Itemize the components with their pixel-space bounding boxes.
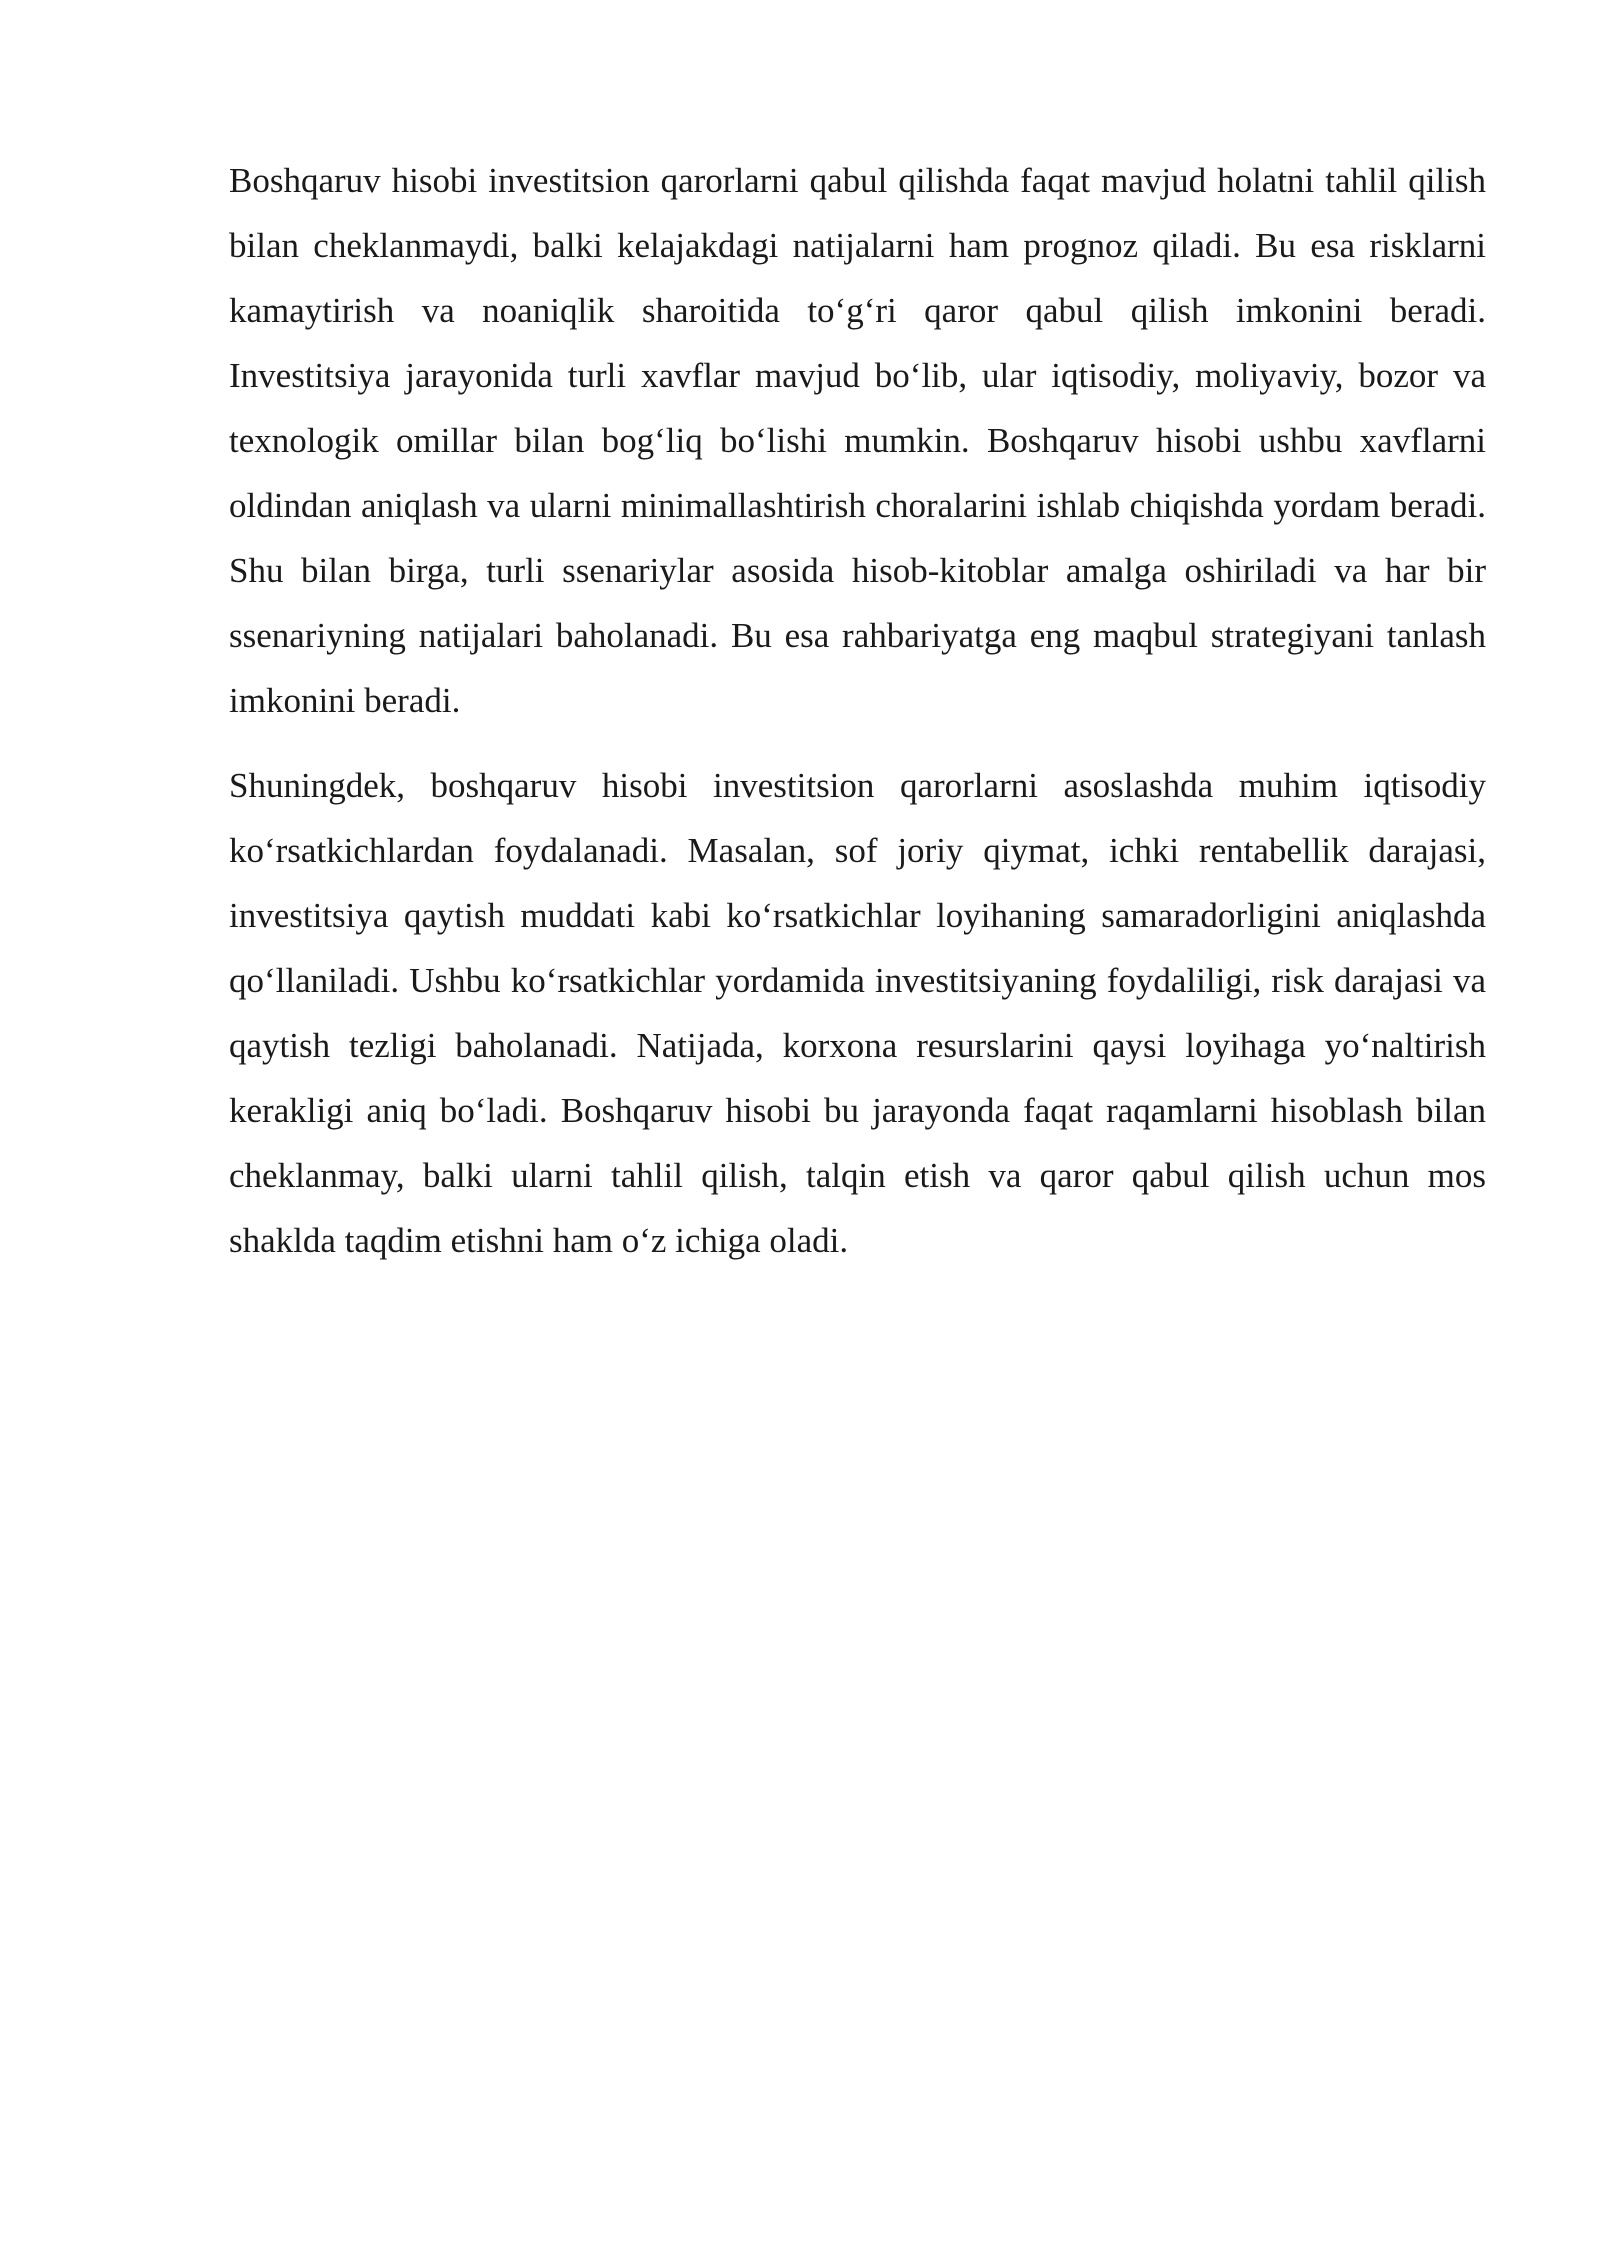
- paragraph-2: Shuningdek, boshqaruv hisobi investitsion qarorlarni asoslashda muhim iqtisodiy ko‘rsatkichlardan foydalanadi. Masalan, sof joriy qiymat, ichki rentabellik darajasi, investitsiya qaytish muddati kabi ko‘rsatkichlar loyihaning samaradorligini aniqlashda qo‘llaniladi. Ushbu ko‘rsatkichlar yordamida investitsiyaning foydaliligi, risk darajasi va qaytish tezligi baholanadi. Natijada, korxona resurslarini qaysi loyihaga yo‘naltirish kerakligi aniq bo‘ladi. Boshqaruv hisobi bu jarayonda faqat raqamlarni hisoblash bilan cheklanmay, balki ularni tahlil qilish, talqin etish va qaror qabul qilish uchun mos shaklda taqdim etishni ham o‘z ichiga oladi.: [229, 766, 1486, 1260]
- paragraph-1: Boshqaruv hisobi investitsion qarorlarni qabul qilishda faqat mavjud holatni tahlil qilish bilan cheklanmaydi, balki kelajakdagi natijalarni ham prognoz qiladi. Bu esa risklarni kamaytirish va noaniqlik sharoitida to‘g‘ri qaror qabul qilish imkonini beradi. Investitsiya jarayonida turli xavflar mavjud bo‘lib, ular iqtisodiy, moliyaviy, bozor va texnologik omillar bilan bog‘liq bo‘lishi mumkin. Boshqaruv hisobi ushbu xavflarni oldindan aniqlash va ularni minimallashtirish choralarini ishlab chiqishda yordam beradi. Shu bilan birga, turli ssenariylar asosida hisob-kitoblar amalga oshiriladi va har bir ssenariyning natijalari baholanadi. Bu esa rahbariyatga eng maqbul strategiyani tanlash imkonini beradi.: [229, 161, 1486, 720]
- document-body: [229, 148, 1486, 1293]
